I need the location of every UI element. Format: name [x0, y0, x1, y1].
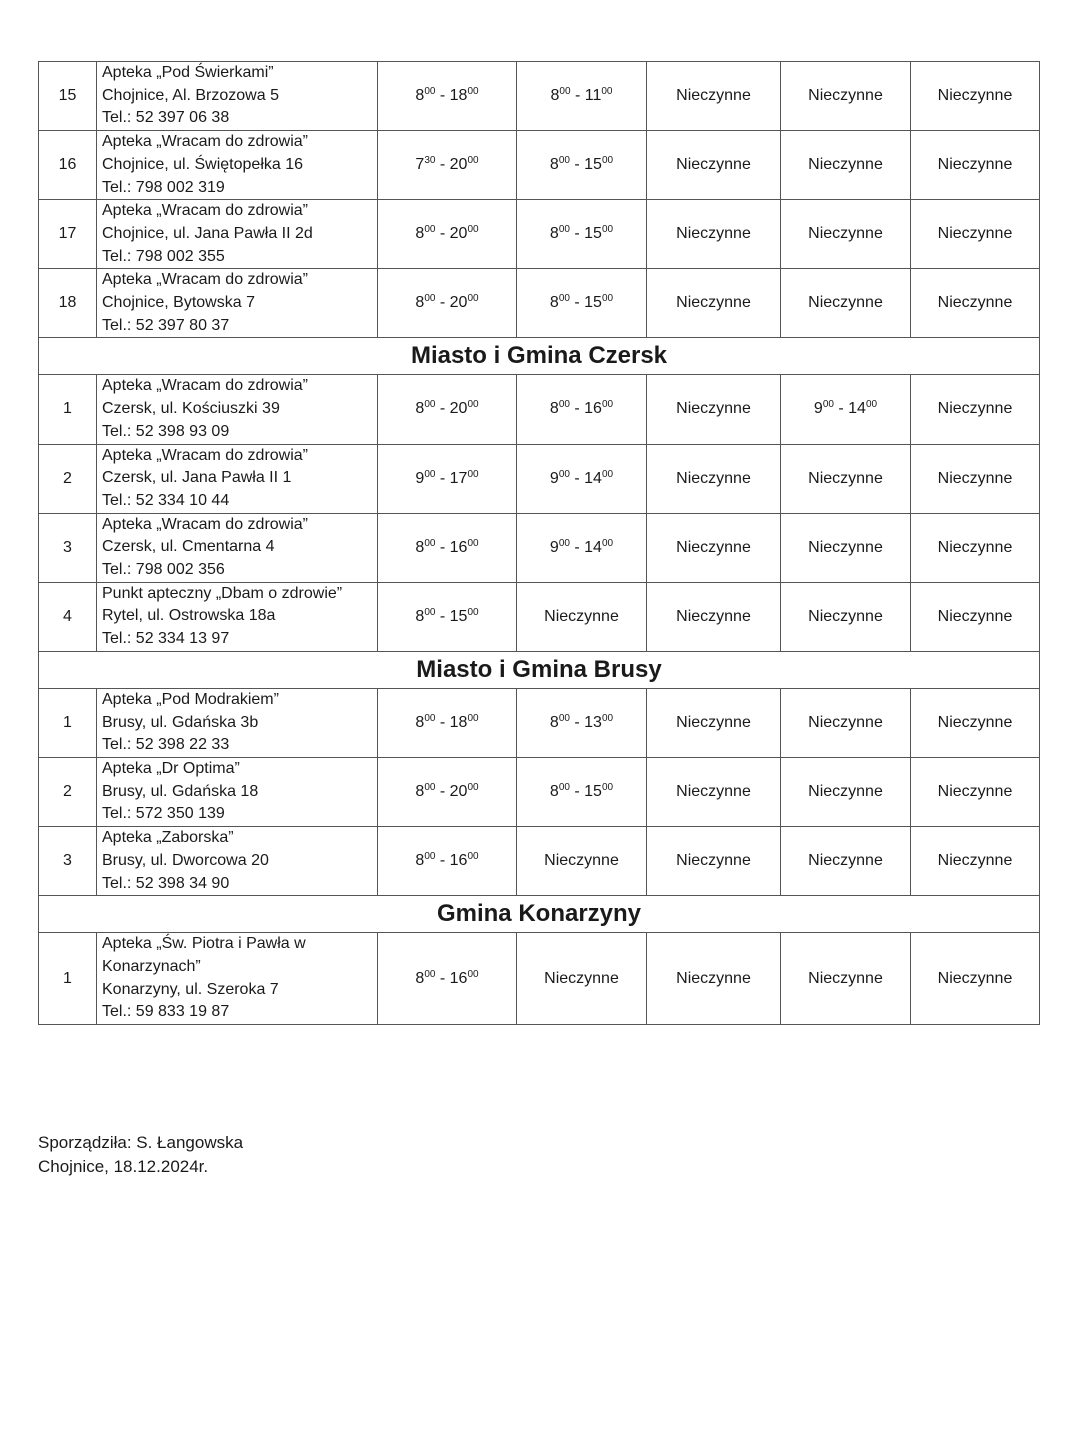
time-range: $8^{00} - 16^{00}$: [415, 968, 479, 987]
pharmacy-name: Apteka „Wracam do zdrowia”: [102, 446, 308, 464]
pharmacy-address: Brusy, ul. Gdańska 18: [102, 782, 259, 800]
hours-cell: Nieczynne: [781, 513, 911, 582]
table-row: [39, 582, 1040, 651]
hours-cell: Nieczynne: [647, 131, 781, 200]
pharmacy-name: Apteka „Wracam do zdrowia”: [102, 377, 308, 395]
pharmacy-info: [97, 269, 378, 338]
hours-cell: Nieczynne: [647, 375, 781, 444]
pharmacy-name: Apteka „Św. Piotra i Pawła w: [102, 935, 306, 953]
pharmacy-address: Chojnice, Al. Brzozowa 5: [102, 86, 279, 104]
pharmacy-phone: Tel.: 52 398 34 90: [102, 874, 230, 892]
hours-cell: [378, 200, 517, 269]
pharmacy-name-continued: Konarzynach”: [102, 957, 201, 975]
pharmacy-address: Chojnice, ul. Świętopełka 16: [102, 155, 304, 173]
time-range: $9^{00} - 14^{00}$: [549, 537, 614, 556]
hours-cell: [378, 513, 517, 582]
hours-cell: Nieczynne: [781, 757, 911, 826]
hours-cell: Nieczynne: [911, 757, 1040, 826]
time-range: $8^{00} - 16^{00}$: [415, 537, 479, 556]
pharmacy-name: Apteka „Pod Świerkami”: [102, 64, 274, 81]
row-number: 1: [39, 933, 97, 1025]
section-title: Miasto i Gmina Brusy: [39, 651, 1040, 688]
pharmacy-name: Apteka „Wracam do zdrowia”: [102, 271, 308, 289]
pharmacy-info: [97, 375, 378, 444]
pharmacy-address: Chojnice, Bytowska 7: [102, 294, 255, 312]
pharmacy-name: Apteka „Wracam do zdrowia”: [102, 515, 308, 533]
hours-cell: Nieczynne: [911, 131, 1040, 200]
hours-cell: Nieczynne: [781, 933, 911, 1025]
hours-cell: Nieczynne: [911, 513, 1040, 582]
pharmacy-info: [97, 582, 378, 651]
hours-cell: Nieczynne: [781, 131, 911, 200]
hours-cell: Nieczynne: [647, 688, 781, 757]
hours-cell: Nieczynne: [647, 200, 781, 269]
time-range: $8^{00} - 18^{00}$: [415, 712, 479, 731]
table-row: [39, 757, 1040, 826]
place-date-line: Chojnice, 18.12.2024r.: [38, 1157, 209, 1176]
hours-cell: Nieczynne: [781, 200, 911, 269]
row-number: 18: [39, 269, 97, 338]
pharmacy-phone: Tel.: 798 002 319: [102, 178, 225, 196]
time-range: $8^{00} - 20^{00}$: [415, 224, 479, 243]
section-header: [39, 651, 1040, 688]
time-range: $8^{00} - 16^{00}$: [415, 851, 479, 870]
pharmacy-address: Chojnice, ul. Jana Pawła II 2d: [102, 224, 313, 242]
hours-cell: Nieczynne: [911, 62, 1040, 131]
time-range: $8^{00} - 15^{00}$: [415, 606, 479, 625]
hours-cell: [378, 269, 517, 338]
hours-cell: [378, 62, 517, 131]
hours-cell: [517, 269, 647, 338]
hours-cell: [517, 513, 647, 582]
hours-cell: Nieczynne: [911, 933, 1040, 1025]
hours-cell: Nieczynne: [781, 444, 911, 513]
hours-cell: Nieczynne: [781, 269, 911, 338]
time-range: $8^{00} - 20^{00}$: [415, 293, 479, 312]
time-range: $9^{00} - 17^{00}$: [415, 468, 479, 487]
hours-cell: Nieczynne: [647, 513, 781, 582]
row-number: 2: [39, 444, 97, 513]
table-row: [39, 827, 1040, 896]
pharmacy-info: [97, 444, 378, 513]
time-range: $8^{00} - 18^{00}$: [415, 86, 479, 105]
table-row: [39, 688, 1040, 757]
table-row: [39, 513, 1040, 582]
row-number: 16: [39, 131, 97, 200]
hours-cell: Nieczynne: [781, 582, 911, 651]
hours-cell: [517, 688, 647, 757]
pharmacy-info: [97, 513, 378, 582]
pharmacy-info: [97, 200, 378, 269]
hours-cell: [517, 757, 647, 826]
time-range: $8^{00} - 20^{00}$: [415, 399, 479, 418]
pharmacy-phone: Tel.: 59 833 19 87: [102, 1003, 230, 1021]
pharmacy-info: [97, 757, 378, 826]
time-range: $9^{00} - 14^{00}$: [813, 399, 878, 418]
row-number: 15: [39, 62, 97, 131]
pharmacy-phone: Tel.: 52 397 80 37: [102, 316, 230, 334]
row-number: 17: [39, 200, 97, 269]
row-number: 1: [39, 688, 97, 757]
table-row: [39, 933, 1040, 1025]
pharmacy-phone: Tel.: 798 002 355: [102, 247, 225, 265]
hours-cell: [378, 757, 517, 826]
hours-cell: Nieczynne: [517, 827, 647, 896]
section-title: Miasto i Gmina Czersk: [39, 338, 1040, 375]
hours-cell: [378, 444, 517, 513]
section-header: [39, 338, 1040, 375]
pharmacy-phone: Tel.: 52 334 10 44: [102, 491, 230, 509]
pharmacy-address: Czersk, ul. Jana Pawła II 1: [102, 469, 292, 487]
hours-cell: Nieczynne: [911, 444, 1040, 513]
pharmacy-name: Apteka „Zaborska”: [102, 829, 234, 847]
hours-cell: Nieczynne: [781, 827, 911, 896]
pharmacy-info: [97, 62, 378, 131]
time-range: $8^{00} - 20^{00}$: [415, 782, 479, 801]
hours-cell: Nieczynne: [911, 582, 1040, 651]
hours-cell: Nieczynne: [647, 757, 781, 826]
time-range: $8^{00} - 15^{00}$: [549, 155, 614, 174]
pharmacy-phone: Tel.: 572 350 139: [102, 805, 225, 823]
hours-cell: Nieczynne: [911, 200, 1040, 269]
table-row: [39, 375, 1040, 444]
document-footer: [38, 1131, 243, 1179]
pharmacy-name: Punkt apteczny „Dbam o zdrowie”: [102, 584, 343, 602]
pharmacy-address: Brusy, ul. Gdańska 3b: [102, 713, 259, 731]
row-number: 3: [39, 827, 97, 896]
pharmacy-info: [97, 933, 378, 1025]
pharmacy-name: Apteka „Wracam do zdrowia”: [102, 202, 308, 220]
hours-cell: Nieczynne: [647, 62, 781, 131]
hours-cell: [517, 375, 647, 444]
hours-cell: [378, 582, 517, 651]
pharmacy-phone: Tel.: 52 334 13 97: [102, 630, 230, 648]
table-row: [39, 269, 1040, 338]
hours-cell: [378, 933, 517, 1025]
table-row: [39, 200, 1040, 269]
pharmacy-info: [97, 688, 378, 757]
hours-cell: [378, 131, 517, 200]
author-line: Sporządziła: S. Łangowska: [38, 1133, 244, 1152]
time-range: $8^{00} - 16^{00}$: [549, 399, 614, 418]
pharmacy-phone: Tel.: 52 397 06 38: [102, 109, 230, 127]
pharmacy-name: Apteka „Dr Optima”: [102, 759, 240, 777]
time-range: $7^{30} - 20^{00}$: [415, 155, 479, 174]
hours-cell: [378, 827, 517, 896]
section-header: [39, 896, 1040, 933]
table-row: [39, 62, 1040, 131]
table-row: [39, 131, 1040, 200]
pharmacy-hours-table: [38, 61, 1040, 1025]
hours-cell: Nieczynne: [647, 269, 781, 338]
time-range: $8^{00} - 15^{00}$: [549, 782, 614, 801]
time-range: $8^{00} - 15^{00}$: [549, 224, 614, 243]
pharmacy-name: Apteka „Wracam do zdrowia”: [102, 133, 308, 151]
row-number: 1: [39, 375, 97, 444]
hours-cell: [517, 444, 647, 513]
hours-cell: [781, 375, 911, 444]
hours-cell: [517, 62, 647, 131]
time-range: $8^{00} - 11^{00}$: [550, 86, 613, 105]
section-title: Gmina Konarzyny: [39, 896, 1040, 933]
pharmacy-phone: Tel.: 798 002 356: [102, 561, 225, 579]
table-row: [39, 444, 1040, 513]
pharmacy-info: [97, 131, 378, 200]
hours-cell: [378, 375, 517, 444]
pharmacy-address: Konarzyny, ul. Szeroka 7: [102, 980, 279, 998]
hours-cell: Nieczynne: [647, 444, 781, 513]
hours-cell: [517, 200, 647, 269]
hours-cell: Nieczynne: [647, 827, 781, 896]
pharmacy-address: Brusy, ul. Dworcowa 20: [102, 851, 269, 869]
hours-cell: Nieczynne: [911, 827, 1040, 896]
time-range: $8^{00} - 13^{00}$: [549, 712, 614, 731]
time-range: $8^{00} - 15^{00}$: [549, 293, 614, 312]
hours-cell: [517, 131, 647, 200]
hours-cell: [378, 688, 517, 757]
pharmacy-name: Apteka „Pod Modrakiem”: [102, 690, 279, 708]
pharmacy-address: Czersk, ul. Cmentarna 4: [102, 538, 275, 556]
hours-cell: Nieczynne: [647, 933, 781, 1025]
hours-cell: Nieczynne: [911, 688, 1040, 757]
hours-cell: Nieczynne: [647, 582, 781, 651]
pharmacy-address: Rytel, ul. Ostrowska 18a: [102, 607, 276, 625]
row-number: 2: [39, 757, 97, 826]
hours-cell: Nieczynne: [911, 375, 1040, 444]
pharmacy-info: [97, 827, 378, 896]
hours-cell: Nieczynne: [517, 933, 647, 1025]
pharmacy-phone: Tel.: 52 398 22 33: [102, 736, 230, 754]
hours-cell: Nieczynne: [781, 62, 911, 131]
pharmacy-phone: Tel.: 52 398 93 09: [102, 422, 230, 440]
hours-cell: Nieczynne: [911, 269, 1040, 338]
pharmacy-address: Czersk, ul. Kościuszki 39: [102, 400, 280, 418]
time-range: $9^{00} - 14^{00}$: [549, 468, 614, 487]
row-number: 3: [39, 513, 97, 582]
row-number: 4: [39, 582, 97, 651]
hours-cell: Nieczynne: [781, 688, 911, 757]
hours-cell: Nieczynne: [517, 582, 647, 651]
